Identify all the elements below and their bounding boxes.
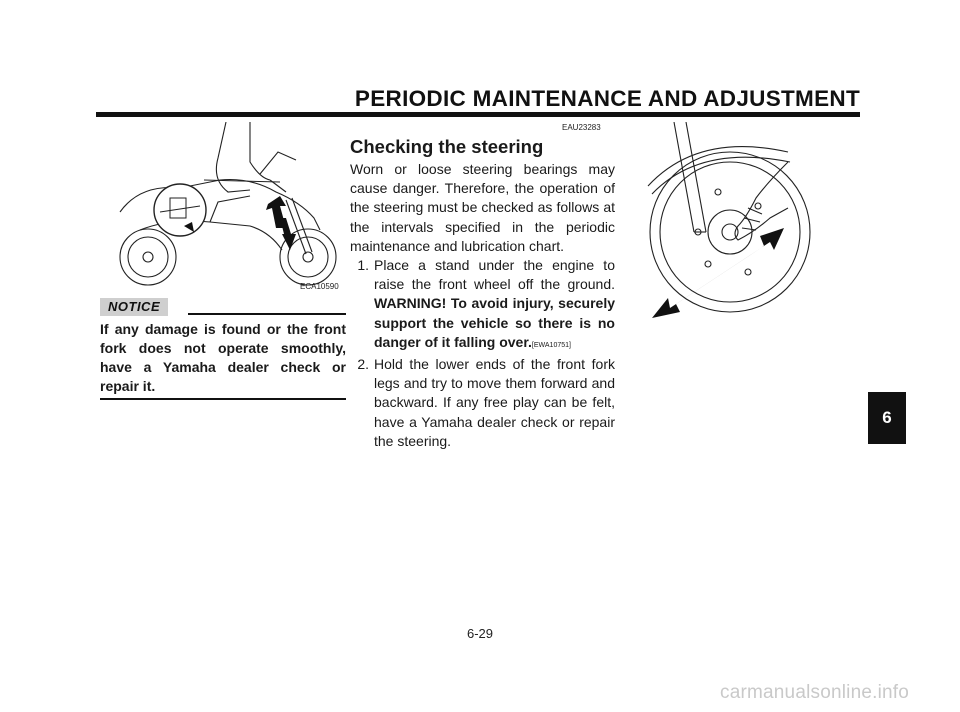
steering-check-illustration bbox=[638, 122, 840, 402]
section-intro: Worn or loose steering bearings may cause danger. Therefore, the operation of the steering must be checked as follows at the intervals specified in the periodic maintenance and lubrication chart. bbox=[350, 161, 615, 254]
notice-top-rule bbox=[188, 313, 346, 315]
step-number: 1. bbox=[357, 257, 369, 274]
notice-bottom-rule bbox=[100, 398, 346, 400]
section-heading: Checking the steering bbox=[350, 136, 544, 157]
step-instruction: Hold the lower ends of the front fork legs and try to move them forward and backward. If any free play can be felt, have a Yamaha dealer check or repair the steering. bbox=[374, 356, 615, 449]
step-instruction: Place a stand under the engine to raise the front wheel off the ground. bbox=[374, 257, 615, 293]
watermark: carmanualsonline.info bbox=[720, 682, 910, 703]
page-header-title: PERIODIC MAINTENANCE AND ADJUSTMENT bbox=[354, 86, 860, 111]
list-item bbox=[350, 256, 615, 355]
list-item bbox=[350, 355, 615, 451]
warning-code: [EWA10751] bbox=[531, 341, 571, 349]
figure-code-left: ECA10590 bbox=[300, 282, 339, 291]
notice-text: If any damage is found or the front fork does not operate smoothly, have a Yamaha dealer check or repair it. bbox=[100, 321, 346, 394]
steps-list bbox=[350, 256, 615, 451]
page-number: 6-29 bbox=[466, 626, 494, 641]
header-rule bbox=[96, 112, 860, 117]
steering-section bbox=[350, 136, 615, 451]
section-code: EAU23283 bbox=[562, 123, 601, 132]
notice-box bbox=[100, 298, 346, 400]
front-fork-check-illustration bbox=[100, 122, 352, 292]
step-text bbox=[374, 256, 615, 355]
chapter-tab[interactable]: 6 bbox=[868, 392, 906, 444]
notice-badge: NOTICE bbox=[100, 298, 168, 316]
warning-text: WARNING! To avoid injury, securely support the vehicle so there is no danger of it falling over. bbox=[374, 295, 615, 350]
step-number: 2. bbox=[357, 356, 369, 373]
